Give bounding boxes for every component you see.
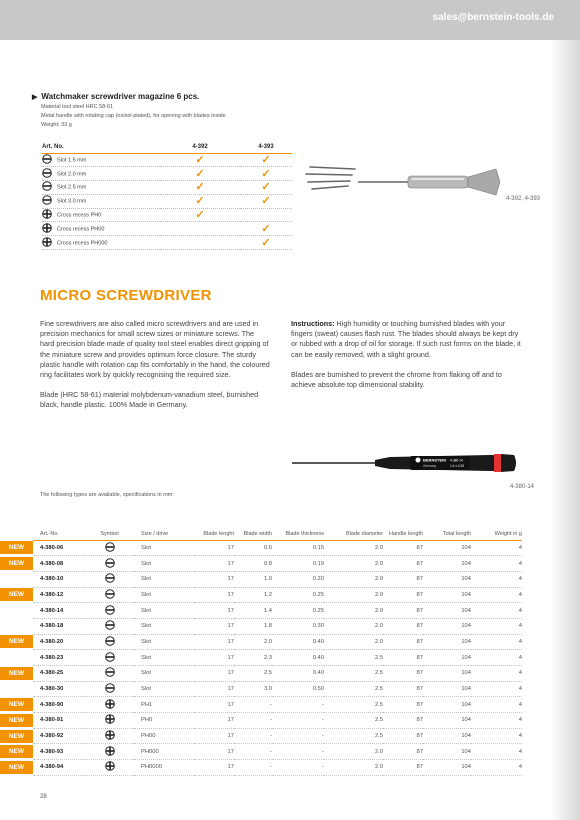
handle-length-cell: 87 (383, 603, 423, 619)
blade-length-cell: 17 (194, 618, 234, 634)
blade-width-cell: - (234, 744, 272, 760)
blade-thickness-cell: 0.20 (272, 571, 324, 587)
blade-diameter-cell: 2.5 (324, 697, 383, 713)
cross-icon (105, 705, 115, 711)
new-badge: NEW (0, 635, 33, 648)
art-no-cell: 4-380-92 (33, 728, 85, 744)
magazine-cell-4393 (240, 222, 292, 236)
magazine-row (42, 194, 292, 208)
symbol-cell (85, 728, 134, 744)
blade-length-cell: 17 (194, 603, 234, 619)
blade-diameter-cell: 2.0 (324, 556, 383, 572)
slot-icon (105, 548, 115, 554)
size-cell: Slot (134, 650, 194, 666)
blade-thickness-cell: - (272, 728, 324, 744)
new-cell (0, 713, 33, 729)
magazine-header-art: Art. No. (42, 141, 160, 153)
blade-thickness-cell: - (272, 697, 324, 713)
blade-length-cell: 17 (194, 650, 234, 666)
new-cell (0, 697, 33, 713)
size-cell: Slot (134, 681, 194, 697)
new-cell (0, 540, 33, 556)
blade-width-cell: 3.0 (234, 681, 272, 697)
weight-cell: 4 (471, 728, 522, 744)
check-icon: ✓ (261, 236, 271, 249)
magazine-row (42, 208, 292, 222)
blade-width-cell: - (234, 697, 272, 713)
size-cell: PH00 (134, 728, 194, 744)
symbol-cell (85, 681, 134, 697)
micro-screwdriver-image (290, 447, 520, 477)
art-no-cell: 4-380-23 (33, 650, 85, 666)
table-row (0, 556, 522, 572)
size-cell: Slot (134, 603, 194, 619)
total-length-cell: 104 (423, 697, 471, 713)
header-blade-diameter: Blade diameter (324, 516, 383, 540)
magazine-screwdriver-image (300, 155, 520, 205)
new-cell (0, 650, 33, 666)
new-badge: NEW (0, 541, 33, 554)
total-length-cell: 104 (423, 571, 471, 587)
product-table (0, 516, 522, 776)
total-length-cell: 104 (423, 556, 471, 572)
magazine-row-label: Slot 2.5 mm (42, 181, 160, 195)
new-cell (0, 681, 33, 697)
blade-thickness-cell: 0.30 (272, 618, 324, 634)
new-cell (0, 556, 33, 572)
new-cell (0, 666, 33, 682)
bullet-triangle-icon: ▶ (32, 94, 38, 101)
blade-length-cell: 17 (194, 556, 234, 572)
slot-icon (105, 611, 115, 617)
magazine-title: ▶ Watchmaker screwdriver magazine 6 pcs. (32, 92, 200, 101)
blade-thickness-cell: 0.25 (272, 587, 324, 603)
handle-length-cell: 87 (383, 634, 423, 650)
art-no-cell: 4-380-20 (33, 634, 85, 650)
section-title: MICRO SCREWDRIVER (40, 287, 212, 304)
size-cell: PH0000 (134, 760, 194, 776)
magazine-cell-4392 (160, 167, 240, 181)
page-edge-shade (550, 40, 580, 820)
handle-length-cell: 87 (383, 666, 423, 682)
total-length-cell: 104 (423, 540, 471, 556)
magazine-row-label: Slot 2.0 mm (42, 167, 160, 181)
size-cell: PH1 (134, 697, 194, 713)
header-symbol: Symbol (85, 516, 134, 540)
symbol-cell (85, 744, 134, 760)
driver-spec-text: 1.4 x 0.25 (450, 464, 464, 468)
total-length-cell: 104 (423, 713, 471, 729)
handle-length-cell: 87 (383, 728, 423, 744)
art-no-cell: 4-380-10 (33, 571, 85, 587)
header-art-no: Art.-No. (33, 516, 85, 540)
header-blade-thickness: Blade thickness (272, 516, 324, 540)
art-no-cell: 4-380-14 (33, 603, 85, 619)
new-badge: NEW (0, 588, 33, 601)
check-icon: ✓ (261, 153, 271, 166)
table-row (0, 540, 522, 556)
size-cell: PH000 (134, 744, 194, 760)
table-row (0, 760, 522, 776)
total-length-cell: 104 (423, 760, 471, 776)
table-row (0, 697, 522, 713)
total-length-cell: 104 (423, 587, 471, 603)
header-size: Size / drive (134, 516, 194, 540)
magazine-row (42, 153, 292, 167)
table-row (0, 713, 522, 729)
total-length-cell: 104 (423, 634, 471, 650)
blade-diameter-cell: 2.5 (324, 650, 383, 666)
size-cell: Slot (134, 587, 194, 603)
magazine-image-caption: 4-392, 4-393 (505, 196, 540, 202)
table-row (0, 681, 522, 697)
weight-cell: 4 (471, 744, 522, 760)
check-icon: ✓ (195, 209, 205, 222)
magazine-cell-4393 (240, 236, 292, 250)
size-cell: Slot (134, 634, 194, 650)
art-no-cell: 4-380-91 (33, 713, 85, 729)
magazine-spec-line: Metal handle with rotating cap (nickel-plated), for opening with blades inside (41, 113, 226, 119)
blade-width-cell: 2.3 (234, 650, 272, 666)
magazine-row (42, 167, 292, 181)
weight-cell: 4 (471, 556, 522, 572)
new-badge: NEW (0, 667, 33, 680)
driver-brand-text: BERNSTEIN (423, 457, 447, 463)
blade-thickness-cell: 0.40 (272, 666, 324, 682)
magazine-cell-4392 (160, 208, 240, 222)
table-row (0, 571, 522, 587)
new-column-header (0, 516, 33, 540)
handle-length-cell: 87 (383, 713, 423, 729)
magazine-cell-4392 (160, 236, 240, 250)
new-cell (0, 571, 33, 587)
new-cell (0, 760, 33, 776)
header-blade-width: Blade width (234, 516, 272, 540)
loose-blades (306, 167, 355, 189)
slot-icon (105, 579, 115, 585)
blade-thickness-cell: 0.40 (272, 634, 324, 650)
table-row (0, 618, 522, 634)
table-row (0, 728, 522, 744)
blade-diameter-cell: 2.5 (324, 713, 383, 729)
size-cell: Slot (134, 571, 194, 587)
blade-length-cell: 17 (194, 697, 234, 713)
table-row (0, 650, 522, 666)
cross-icon (105, 720, 115, 726)
blade-length-cell: 17 (194, 634, 234, 650)
header-weight: Weight in g (471, 516, 522, 540)
cross-icon (42, 237, 52, 249)
blade-width-cell: 1.2 (234, 587, 272, 603)
weight-cell: 4 (471, 760, 522, 776)
symbol-cell (85, 556, 134, 572)
blade-length-cell: 17 (194, 728, 234, 744)
check-icon: ✓ (195, 181, 205, 194)
blade-width-cell: 0.6 (234, 540, 272, 556)
magazine-cell-4392 (160, 222, 240, 236)
magazine-cell-4393 (240, 167, 292, 181)
slot-icon (105, 658, 115, 664)
magazine-row-label: Cross recess PH000 (42, 236, 160, 250)
magazine-row-label: Cross recess PH0 (42, 208, 160, 222)
cross-icon (105, 767, 115, 773)
new-cell (0, 603, 33, 619)
check-icon: ✓ (195, 153, 205, 166)
new-badge: NEW (0, 761, 33, 774)
new-cell (0, 587, 33, 603)
symbol-cell (85, 666, 134, 682)
cross-icon (105, 752, 115, 758)
new-badge: NEW (0, 698, 33, 711)
new-cell (0, 744, 33, 760)
blade-diameter-cell: 2.0 (324, 587, 383, 603)
driver-country-text: Germany (423, 464, 437, 468)
handle-length-cell: 87 (383, 556, 423, 572)
magazine-cell-4393 (240, 153, 292, 167)
new-cell (0, 728, 33, 744)
total-length-cell: 104 (423, 650, 471, 666)
new-badge: NEW (0, 557, 33, 570)
blade-width-cell: - (234, 713, 272, 729)
blade-length-cell: 17 (194, 760, 234, 776)
blade-thickness-cell: 0.25 (272, 603, 324, 619)
check-icon: ✓ (261, 195, 271, 208)
handle-color-ring (494, 454, 501, 472)
weight-cell: 4 (471, 650, 522, 666)
size-cell: Slot (134, 556, 194, 572)
blade-thickness-cell: 0.40 (272, 650, 324, 666)
driver-code-text: 4-380-14 (450, 458, 463, 463)
types-note: The following types are available, specifications in mm: (40, 492, 174, 498)
blade-length-cell: 17 (194, 744, 234, 760)
handle-length-cell: 87 (383, 618, 423, 634)
blade-length-cell: 17 (194, 540, 234, 556)
handle-length-cell: 87 (383, 540, 423, 556)
page-number: 28 (40, 794, 47, 800)
symbol-cell (85, 634, 134, 650)
art-no-cell: 4-380-25 (33, 666, 85, 682)
art-no-cell: 4-380-94 (33, 760, 85, 776)
page-header (0, 0, 580, 40)
blade-length-cell: 17 (194, 713, 234, 729)
magazine-row (42, 236, 292, 250)
check-icon: ✓ (261, 222, 271, 235)
slot-icon (105, 564, 115, 570)
slot-icon (105, 595, 115, 601)
blade-diameter-cell: 2.0 (324, 634, 383, 650)
magazine-row-label: Slot 3.0 mm (42, 194, 160, 208)
symbol-cell (85, 618, 134, 634)
header-handle-length: Handle length (383, 516, 423, 540)
table-row (0, 603, 522, 619)
blade-width-cell: 2.5 (234, 666, 272, 682)
weight-cell: 4 (471, 666, 522, 682)
instructions-paragraph: Instructions: High humidity or touching burnished blades with your fingers (sweat) causes flash rust. The blades should always be kept dry or rubbed with a drop of oil for storage. If such rust forms on the blade, it can be easily removed, with a slight ground. (291, 319, 521, 359)
art-no-cell: 4-380-93 (33, 744, 85, 760)
blade-width-cell: - (234, 728, 272, 744)
blade-length-cell: 17 (194, 571, 234, 587)
handle-length-cell: 87 (383, 587, 423, 603)
table-row (0, 587, 522, 603)
magazine-cell-4393 (240, 181, 292, 195)
weight-cell: 4 (471, 571, 522, 587)
weight-cell: 4 (471, 603, 522, 619)
blade-width-cell: 1.4 (234, 603, 272, 619)
symbol-cell (85, 571, 134, 587)
slot-icon (42, 154, 52, 166)
symbol-cell (85, 603, 134, 619)
art-no-cell: 4-380-06 (33, 540, 85, 556)
new-badge: NEW (0, 730, 33, 743)
blade-diameter-cell: 2.0 (324, 760, 383, 776)
symbol-cell (85, 540, 134, 556)
header-total-length: Total length (423, 516, 471, 540)
check-icon: ✓ (195, 195, 205, 208)
weight-cell: 4 (471, 713, 522, 729)
magazine-row-label: Slot 1.5 mm (42, 153, 160, 167)
blade-thickness-cell: - (272, 744, 324, 760)
size-cell: Slot (134, 666, 194, 682)
art-no-cell: 4-380-12 (33, 587, 85, 603)
new-badge: NEW (0, 745, 33, 758)
magazine-header-4392: 4-392 (160, 141, 240, 153)
weight-cell: 4 (471, 634, 522, 650)
magazine-cell-4392 (160, 181, 240, 195)
magazine-row-label: Cross recess PH00 (42, 222, 160, 236)
magazine-cell-4393 (240, 208, 292, 222)
blade-diameter-cell: 2.0 (324, 603, 383, 619)
blade-thickness-cell: 0.15 (272, 540, 324, 556)
magazine-cell-4392 (160, 153, 240, 167)
slot-icon (105, 626, 115, 632)
header-blade-length: Blade lenght (194, 516, 234, 540)
size-cell: PH0 (134, 713, 194, 729)
magazine-row (42, 181, 292, 195)
description-paragraph: Blade (HRC 58-61) material molybdenum-vanadium steel, burnished black, handle plastic. 100% Made in Germany. (40, 390, 259, 410)
art-no-cell: 4-380-18 (33, 618, 85, 634)
slot-icon (42, 168, 52, 180)
weight-cell: 4 (471, 587, 522, 603)
weight-cell: 4 (471, 681, 522, 697)
description-paragraph: Fine screwdrivers are also called micro screwdrivers and are used in precision mechanics for small screw sizes or miniature screws. The hard precision blade made of quality tool steel enables direct gripping of the miniature screw and provides optimum force closure. The sturdy plastic handle with rotation cap fits comfortably in the hand, the coloured ring facilitates work by quickly recognising the required size. (40, 319, 270, 380)
handle-length-cell: 87 (383, 760, 423, 776)
magazine-spec-line: Weight: 33 g (41, 122, 72, 128)
blade-length-cell: 17 (194, 681, 234, 697)
magazine-table (42, 141, 292, 250)
blade-diameter-cell: 2.0 (324, 744, 383, 760)
blade-diameter-cell: 2.0 (324, 571, 383, 587)
magazine-spec-line: Material tool steel HRC 58-61 (41, 104, 114, 110)
total-length-cell: 104 (423, 603, 471, 619)
instructions-column (291, 319, 521, 400)
total-length-cell: 104 (423, 744, 471, 760)
weight-cell: 4 (471, 618, 522, 634)
total-length-cell: 104 (423, 681, 471, 697)
symbol-cell (85, 587, 134, 603)
blade-width-cell: - (234, 760, 272, 776)
slot-icon (42, 181, 52, 193)
blade-length-cell: 17 (194, 587, 234, 603)
blade-length-cell: 17 (194, 666, 234, 682)
table-row (0, 666, 522, 682)
cross-icon (42, 209, 52, 221)
new-badge: NEW (0, 714, 33, 727)
driver-image-caption: 4-380-14 (509, 484, 534, 490)
art-no-cell: 4-380-30 (33, 681, 85, 697)
check-icon: ✓ (261, 181, 271, 194)
blade-width-cell: 1.0 (234, 571, 272, 587)
check-icon: ✓ (261, 167, 271, 180)
blade-width-cell: 0.8 (234, 556, 272, 572)
cross-icon (42, 223, 52, 235)
symbol-cell (85, 760, 134, 776)
handle-length-cell: 87 (383, 650, 423, 666)
art-no-cell: 4-380-90 (33, 697, 85, 713)
symbol-cell (85, 713, 134, 729)
blade-width-cell: 1.8 (234, 618, 272, 634)
contact-email[interactable]: sales@bernstein-tools.de (432, 12, 554, 23)
total-length-cell: 104 (423, 666, 471, 682)
handle-length-cell: 87 (383, 571, 423, 587)
new-cell (0, 618, 33, 634)
size-cell: Slot (134, 540, 194, 556)
blade-thickness-cell: - (272, 760, 324, 776)
blade-thickness-cell: 0.50 (272, 681, 324, 697)
new-cell (0, 634, 33, 650)
instructions-label: Instructions: (291, 319, 335, 328)
blade-thickness-cell: - (272, 713, 324, 729)
burnish-paragraph: Blades are burnished to prevent the chrome from flaking off and to achieve absolute top dimensional stability. (291, 369, 502, 390)
cross-icon (105, 736, 115, 742)
magazine-row (42, 222, 292, 236)
blade-diameter-cell: 2.0 (324, 540, 383, 556)
symbol-cell (85, 697, 134, 713)
check-icon: ✓ (195, 167, 205, 180)
blade-diameter-cell: 2.0 (324, 618, 383, 634)
total-length-cell: 104 (423, 728, 471, 744)
description-column (40, 319, 270, 421)
magazine-cell-4393 (240, 194, 292, 208)
blade-diameter-cell: 2.5 (324, 681, 383, 697)
magazine-header-4393: 4-393 (240, 141, 292, 153)
weight-cell: 4 (471, 540, 522, 556)
blade-diameter-cell: 2.5 (324, 728, 383, 744)
blade-width-cell: 2.0 (234, 634, 272, 650)
magazine-cell-4392 (160, 194, 240, 208)
handle-length-cell: 87 (383, 744, 423, 760)
table-row (0, 744, 522, 760)
blade-diameter-cell: 2.5 (324, 666, 383, 682)
handle-length-cell: 87 (383, 697, 423, 713)
table-row (0, 634, 522, 650)
blade-thickness-cell: 0.19 (272, 556, 324, 572)
slot-icon (105, 689, 115, 695)
total-length-cell: 104 (423, 618, 471, 634)
slot-icon (105, 673, 115, 679)
symbol-cell (85, 650, 134, 666)
slot-icon (105, 642, 115, 648)
slot-icon (42, 195, 52, 207)
weight-cell: 4 (471, 697, 522, 713)
size-cell: Slot (134, 618, 194, 634)
art-no-cell: 4-380-08 (33, 556, 85, 572)
magazine-block (32, 92, 302, 128)
handle-length-cell: 87 (383, 681, 423, 697)
